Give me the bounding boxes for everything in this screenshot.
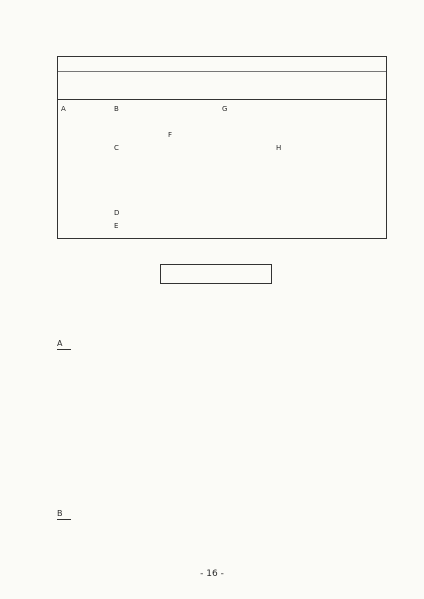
table-cell xyxy=(61,220,111,233)
room-mark: A xyxy=(61,105,66,113)
table-cell xyxy=(222,181,272,194)
table-cell xyxy=(276,220,326,233)
group-a-room5-title xyxy=(74,479,394,492)
table-cell xyxy=(276,155,326,168)
table-row xyxy=(58,116,386,129)
table-cell xyxy=(114,155,164,168)
hotel-line xyxy=(74,323,394,336)
group-a-room3-line1 xyxy=(78,437,398,450)
table-cell xyxy=(114,220,164,233)
table-cell xyxy=(61,181,111,194)
group-a-label: A xyxy=(57,339,63,348)
table-cell xyxy=(168,233,218,239)
table-cell xyxy=(330,142,380,155)
table-cell xyxy=(276,233,326,239)
group-a-room3-title xyxy=(74,423,394,436)
table-row xyxy=(58,220,386,233)
table-row xyxy=(58,142,386,155)
table-cell xyxy=(168,220,218,233)
table-cell xyxy=(61,129,111,142)
group-b-room1-line1 xyxy=(78,537,398,550)
table-cell xyxy=(61,155,111,168)
section-heading xyxy=(160,264,272,284)
group-a-room1-title xyxy=(74,353,394,366)
table-cell xyxy=(61,116,111,129)
table-cell xyxy=(330,168,380,181)
table-cell xyxy=(276,168,326,181)
table-cell xyxy=(168,194,218,207)
assignment-grid xyxy=(58,103,386,239)
assignment-table xyxy=(57,56,387,239)
table-cell xyxy=(276,116,326,129)
table-row xyxy=(58,168,386,181)
group-a-room1-line1 xyxy=(78,367,398,380)
table-cell xyxy=(330,220,380,233)
table-cell xyxy=(276,142,326,155)
table-cell xyxy=(168,181,218,194)
group-a-room4-line1 xyxy=(78,465,398,478)
table-row xyxy=(58,181,386,194)
group-b-room1-title xyxy=(74,523,394,536)
table-cell xyxy=(276,103,326,116)
table-cell xyxy=(222,129,272,142)
table-cell xyxy=(276,207,326,220)
table-cell xyxy=(222,142,272,155)
table-cell xyxy=(114,181,164,194)
table-cell xyxy=(276,194,326,207)
table-cell xyxy=(330,207,380,220)
table-cell xyxy=(114,116,164,129)
table-cell xyxy=(222,168,272,181)
table-cell xyxy=(168,168,218,181)
table-cell xyxy=(222,233,272,239)
table-row xyxy=(58,194,386,207)
table-cell xyxy=(114,168,164,181)
table-row xyxy=(58,103,386,116)
table-cell xyxy=(222,155,272,168)
table-cell xyxy=(330,194,380,207)
group-b-room1-line2 xyxy=(78,551,398,564)
table-cell xyxy=(222,194,272,207)
table-cell xyxy=(222,103,272,116)
rooms-line xyxy=(58,87,386,100)
table-cell xyxy=(168,207,218,220)
table-cell xyxy=(61,168,111,181)
group-a-room5-line1 xyxy=(78,493,398,506)
table-cell xyxy=(330,181,380,194)
room-mark: F xyxy=(168,131,173,139)
group-a-room2-title xyxy=(74,395,394,408)
table-cell xyxy=(168,142,218,155)
page-number: - 16 - xyxy=(200,569,224,579)
table-cell xyxy=(168,129,218,142)
table-cell xyxy=(114,103,164,116)
room-mark: G xyxy=(222,105,228,113)
group-a-room1-line2 xyxy=(78,381,398,394)
room-mark: E xyxy=(114,222,119,230)
table-cell xyxy=(330,233,380,239)
table-cell xyxy=(168,155,218,168)
table-cell xyxy=(61,233,111,239)
room-mark: D xyxy=(114,209,120,217)
table-cell xyxy=(222,116,272,129)
table-cell xyxy=(330,116,380,129)
table-cell xyxy=(114,207,164,220)
table-cell xyxy=(61,103,111,116)
group-a-room4-title xyxy=(74,451,394,464)
table-title xyxy=(58,59,386,72)
table-row xyxy=(58,233,386,239)
day-line xyxy=(64,306,384,319)
group-a-room2-line1 xyxy=(78,409,398,422)
table-cell xyxy=(330,103,380,116)
table-cell xyxy=(330,129,380,142)
table-cell xyxy=(168,116,218,129)
table-cell xyxy=(330,155,380,168)
table-cell xyxy=(61,207,111,220)
table-cell xyxy=(114,194,164,207)
table-cell xyxy=(222,220,272,233)
table-cell xyxy=(114,142,164,155)
room-mark: H xyxy=(276,144,282,152)
table-cell xyxy=(168,103,218,116)
room-mark: C xyxy=(114,144,119,152)
table-cell xyxy=(61,142,111,155)
table-cell xyxy=(61,194,111,207)
group-b-label: B xyxy=(57,509,63,518)
table-row xyxy=(58,207,386,220)
table-row xyxy=(58,155,386,168)
table-cell xyxy=(276,181,326,194)
table-row xyxy=(58,129,386,142)
table-cell xyxy=(222,207,272,220)
table-cell xyxy=(276,129,326,142)
room-mark: B xyxy=(114,105,119,113)
course-line xyxy=(58,74,386,87)
table-cell xyxy=(114,129,164,142)
table-cell xyxy=(114,233,164,239)
